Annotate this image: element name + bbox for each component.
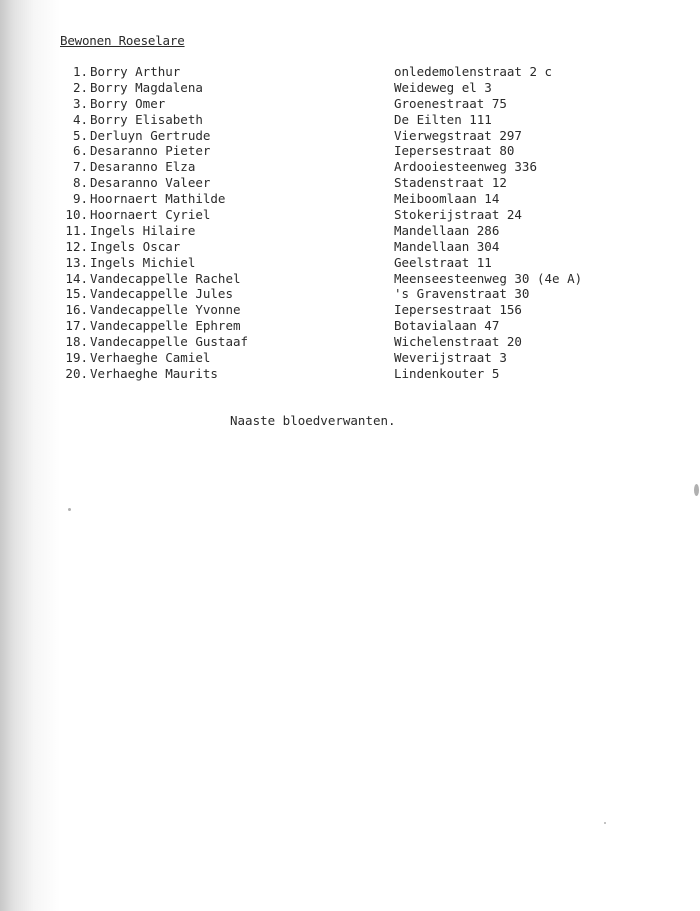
resident-address: Ardooiesteenweg 336 bbox=[394, 159, 537, 175]
resident-number: 6. bbox=[72, 143, 88, 159]
resident-row bbox=[60, 80, 600, 96]
resident-address: Meiboomlaan 14 bbox=[394, 191, 500, 207]
resident-row bbox=[60, 366, 600, 382]
resident-row bbox=[60, 143, 600, 159]
resident-name: Derluyn Gertrude bbox=[90, 127, 211, 143]
resident-name: Vandecappelle Jules bbox=[90, 286, 233, 302]
resident-row bbox=[60, 239, 600, 255]
resident-address: Meenseesteenweg 30 (4e A) bbox=[394, 270, 583, 286]
resident-name: Hoornaert Cyriel bbox=[90, 207, 211, 223]
resident-number: 1. bbox=[72, 64, 88, 79]
resident-name: Desaranno Elza bbox=[90, 159, 196, 175]
resident-address: Wichelenstraat 20 bbox=[394, 334, 522, 350]
resident-number: 18. bbox=[65, 334, 88, 350]
resident-name: Ingels Michiel bbox=[90, 254, 196, 270]
resident-address: Botavialaan 47 bbox=[394, 318, 500, 334]
resident-name: Verhaeghe Camiel bbox=[90, 350, 211, 366]
resident-address: Geelstraat 11 bbox=[394, 254, 492, 270]
resident-number: 5. bbox=[72, 127, 88, 143]
resident-number: 2. bbox=[72, 79, 88, 95]
paper-speck bbox=[604, 822, 606, 824]
paper-speck bbox=[694, 484, 699, 496]
resident-name: Hoornaert Mathilde bbox=[90, 191, 226, 207]
resident-address: De Eilten 111 bbox=[394, 111, 492, 127]
resident-row bbox=[60, 207, 600, 223]
resident-row bbox=[60, 112, 600, 128]
resident-row bbox=[60, 64, 600, 80]
resident-row bbox=[60, 271, 600, 287]
resident-address: Stokerijstraat 24 bbox=[394, 207, 522, 223]
resident-address: Stadenstraat 12 bbox=[394, 175, 507, 191]
resident-number: 3. bbox=[72, 95, 88, 111]
resident-name: Vandecappelle Rachel bbox=[90, 270, 241, 286]
resident-number: 9. bbox=[72, 191, 88, 207]
resident-address: Groenestraat 75 bbox=[394, 95, 507, 111]
resident-address: Weverijstraat 3 bbox=[394, 350, 507, 366]
resident-row bbox=[60, 318, 600, 334]
resident-number: 4. bbox=[72, 111, 88, 127]
resident-name: Ingels Hilaire bbox=[90, 222, 196, 238]
resident-number: 12. bbox=[65, 238, 88, 254]
resident-address: Iepersestraat 156 bbox=[394, 302, 522, 318]
resident-row bbox=[60, 255, 600, 271]
resident-number: 15. bbox=[65, 286, 88, 302]
resident-name: Borry Magdalena bbox=[90, 79, 203, 95]
resident-address: Mandellaan 304 bbox=[394, 238, 500, 254]
resident-number: 14. bbox=[65, 270, 88, 286]
resident-address: 's Gravenstraat 30 bbox=[394, 286, 530, 302]
resident-name: Vandecappelle Gustaaf bbox=[90, 334, 249, 350]
resident-number: 13. bbox=[65, 254, 88, 270]
resident-row bbox=[60, 286, 600, 302]
resident-name: Desaranno Pieter bbox=[90, 143, 211, 159]
resident-row bbox=[60, 350, 600, 366]
resident-name: Vandecappelle Yvonne bbox=[90, 302, 241, 318]
resident-number: 16. bbox=[65, 302, 88, 318]
resident-number: 19. bbox=[65, 350, 88, 366]
resident-name: Borry Arthur bbox=[90, 64, 181, 79]
resident-number: 11. bbox=[65, 222, 88, 238]
resident-number: 10. bbox=[65, 207, 88, 223]
resident-name: Verhaeghe Maurits bbox=[90, 365, 218, 381]
resident-row bbox=[60, 175, 600, 191]
resident-name: Ingels Oscar bbox=[90, 238, 181, 254]
resident-row bbox=[60, 334, 600, 350]
resident-row bbox=[60, 128, 600, 144]
resident-row bbox=[60, 159, 600, 175]
resident-number: 20. bbox=[65, 365, 88, 381]
resident-list bbox=[60, 64, 600, 382]
resident-row bbox=[60, 191, 600, 207]
resident-row bbox=[60, 96, 600, 112]
paper-speck bbox=[68, 508, 71, 511]
resident-address: Mandellaan 286 bbox=[394, 222, 500, 238]
footer-note: Naaste bloedverwanten. bbox=[230, 413, 396, 428]
document-title: Bewonen Roeselare bbox=[60, 33, 185, 48]
resident-address: Vierwegstraat 297 bbox=[394, 127, 522, 143]
resident-address: Weideweg el 3 bbox=[394, 79, 492, 95]
resident-number: 8. bbox=[72, 175, 88, 191]
resident-name: Borry Elisabeth bbox=[90, 111, 203, 127]
resident-name: Borry Omer bbox=[90, 95, 166, 111]
resident-name: Vandecappelle Ephrem bbox=[90, 318, 241, 334]
resident-name: Desaranno Valeer bbox=[90, 175, 211, 191]
resident-number: 17. bbox=[65, 318, 88, 334]
resident-address: Iepersestraat 80 bbox=[394, 143, 515, 159]
resident-row bbox=[60, 302, 600, 318]
resident-number: 7. bbox=[72, 159, 88, 175]
resident-address: Lindenkouter 5 bbox=[394, 365, 500, 381]
resident-row bbox=[60, 223, 600, 239]
resident-address: onledemolenstraat 2 c bbox=[394, 64, 553, 79]
